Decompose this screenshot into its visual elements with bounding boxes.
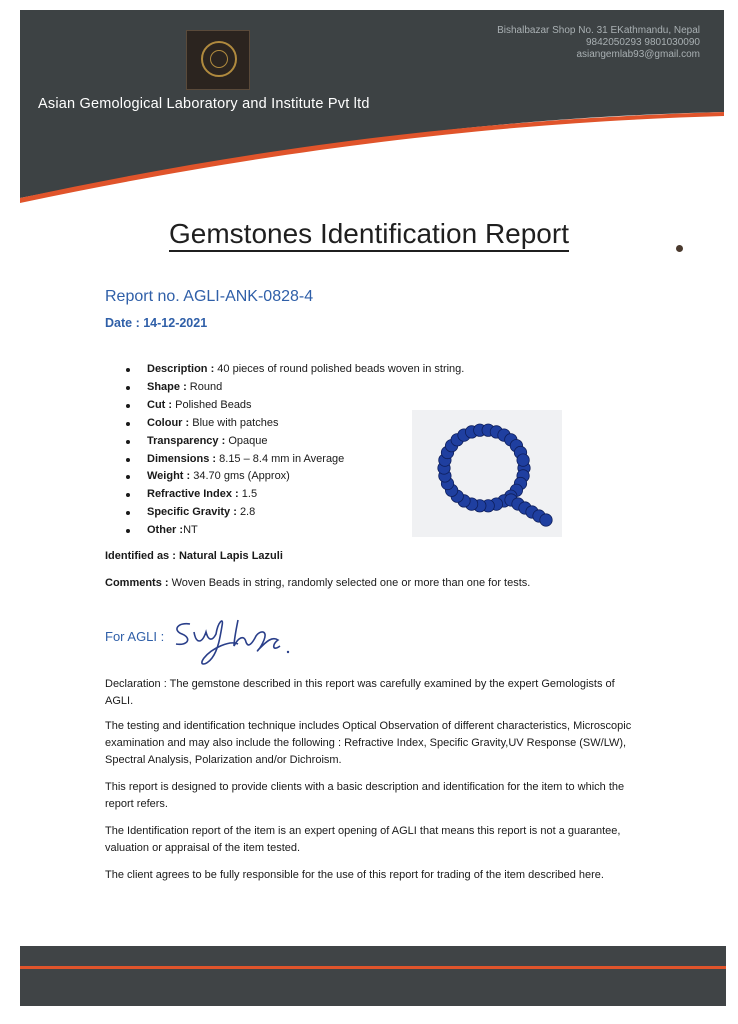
detail-key: Specific Gravity :: [147, 506, 237, 519]
detail-key: Cut :: [147, 398, 173, 411]
report-number: Report no. AGLI-ANK-0828-4: [105, 288, 314, 305]
detail-value: 40 pieces of round polished beads woven in string.: [217, 363, 465, 375]
scan-speck: [676, 245, 683, 252]
bead: [517, 454, 529, 466]
disclaimer-paragraph: The Identification report of the item is an expert opening of AGLI that means this report is not a guarantee, valuation or appraisal of the item tested.: [105, 825, 621, 854]
detail-value: 34.70 gms (Approx): [193, 470, 290, 483]
declaration-paragraph: Declaration : The gemstone described in this report was carefully examined by the expert Gemologists of AGLI.: [105, 678, 615, 707]
agli-logo: [186, 30, 250, 90]
page-title: [0, 218, 738, 250]
date-label: Date :: [105, 316, 140, 330]
detail-key: Weight :: [147, 470, 191, 483]
contact-block: [497, 25, 700, 61]
detail-value: Polished Beads: [175, 398, 252, 411]
detail-description: [122, 361, 464, 379]
detail-key: Description :: [147, 363, 215, 375]
contact-address: Bishalbazar Shop No. 31 EKathmandu, Nepal: [497, 25, 700, 36]
org-name: Asian Gemological Laboratory and Institute Pvt ltd: [38, 96, 370, 112]
contact-email: asiangemlab93@gmail.com: [576, 49, 700, 60]
detail-key: Colour :: [147, 416, 190, 429]
detail-key: Other :: [147, 524, 184, 537]
identified-value: Natural Lapis Lazuli: [178, 550, 283, 562]
detail-shape: [122, 379, 464, 397]
detail-value: 8.15 – 8.4 mm in Average: [219, 452, 345, 465]
purpose-paragraph: This report is designed to provide clients with a basic description and identification for the item to which the report refers.: [105, 781, 625, 810]
testing-paragraph: The testing and identification technique includes Optical Observation of different characteristics, Microscopic examination and may also include the following : Refractive Index, Specific Gravity,UV Response (SW/LW), Spectral Analysis, Polarization and/or Dichroism.: [105, 720, 632, 766]
date-value: 14-12-2021: [143, 316, 208, 330]
detail-key: Shape :: [147, 380, 187, 393]
detail-value: Blue with patches: [192, 416, 279, 429]
detail-value: 2.8: [239, 506, 256, 519]
detail-value: Round: [189, 380, 223, 393]
bead: [540, 514, 552, 526]
detail-value: Opaque: [228, 434, 268, 447]
comments-value: Woven Beads in string, randomly selected one or more than one for tests.: [171, 577, 531, 589]
footer-accent-line: [20, 966, 726, 969]
handwritten-signature: [168, 610, 298, 674]
gemstone-photo: [412, 410, 562, 537]
detail-key: Refractive Index :: [147, 488, 239, 501]
responsibility-paragraph: The client agrees to be fully responsible for the use of this report for trading of the item described here.: [105, 869, 604, 881]
report-date: [105, 316, 207, 330]
footer-band: [20, 946, 726, 1006]
detail-value: NT: [183, 524, 198, 537]
detail-value: 1.5: [241, 488, 258, 501]
comments-label: Comments :: [105, 577, 169, 589]
contact-phone: 9842050293 9801030090: [585, 37, 700, 48]
identified-label: Identified as :: [105, 550, 176, 562]
detail-key: Transparency :: [147, 434, 226, 447]
page-title-text: Gemstones Identification Report: [169, 218, 569, 252]
detail-key: Dimensions :: [147, 452, 217, 465]
comments: [105, 577, 530, 589]
identified-as: [105, 550, 283, 562]
for-agli-label: For AGLI :: [105, 629, 165, 644]
